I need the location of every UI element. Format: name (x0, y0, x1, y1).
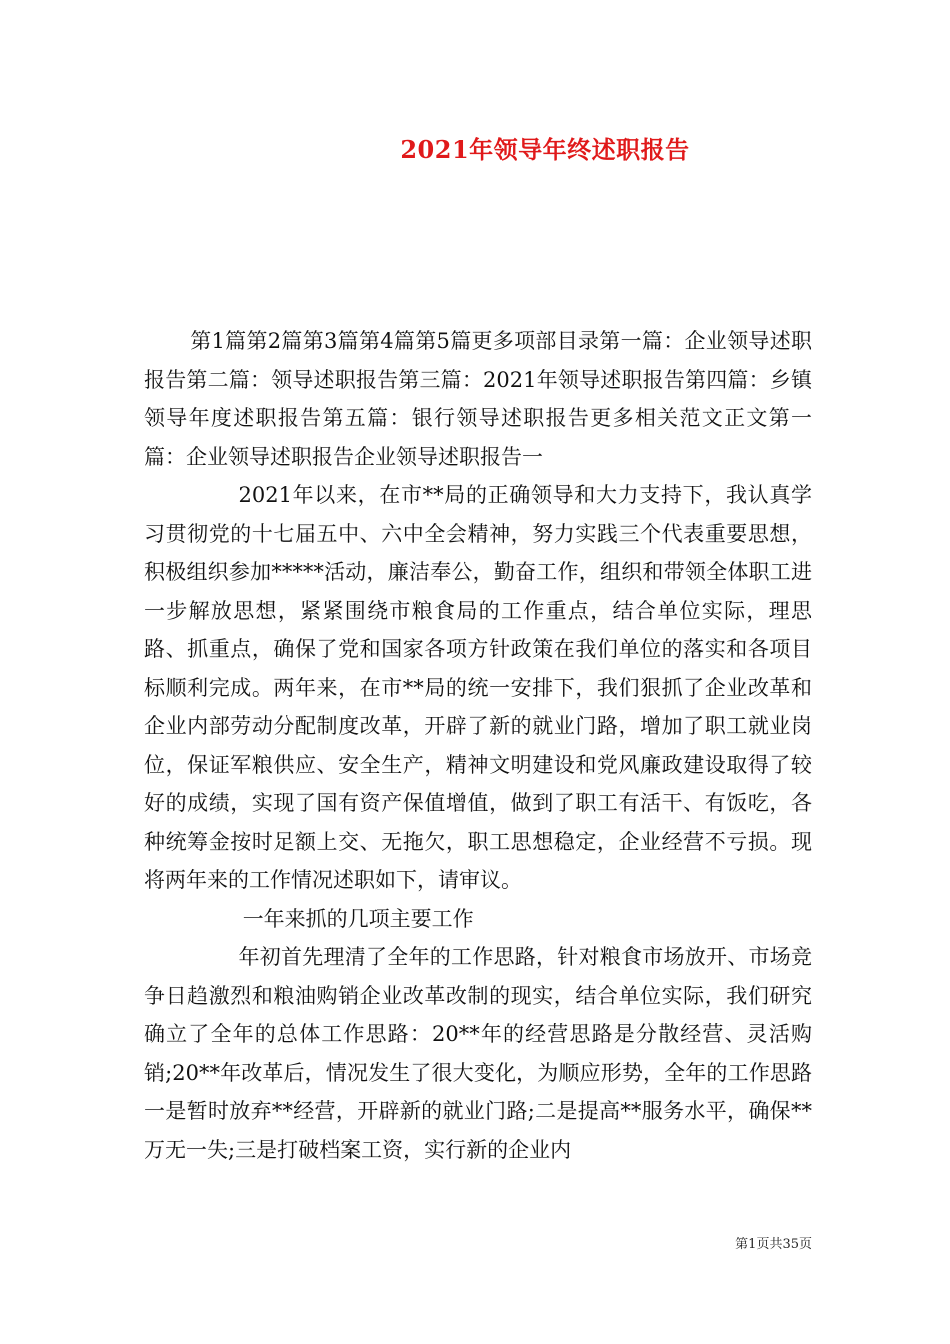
body-paragraph-2: 年初首先理清了全年的工作思路，针对粮食市场放开、市场竞争日趋激烈和粮油购销企业改革改制的现实，结合单位实际，我们研究确立了全年的总体工作思路：20**年的经营思路是分散经营、灵活购销;20**年改革后，情况发生了很大变化，为顺应形势，全年的工作思路一是暂时放弃**经营，开辟新的就业门路;二是提高**服务水平，确保**万无一失;三是打破档案工资，实行新的企业内 (144, 945, 812, 1162)
section-heading: 一年来抓的几项主要工作 (242, 906, 474, 931)
body-paragraph-1: 2021年以来，在市**局的正确领导和大力支持下，我认真学习贯彻党的十七届五中、六中全会精神，努力实践三个代表重要思想，积极组织参加*****活动，廉洁奉公，勤奋工作，组织和带领全体职工进一步解放思想，紧紧围绕市粮食局的工作重点，结合单位实际，理思路、抓重点，确保了党和国家各项方针政策在我们单位的落实和各项目标顺利完成。两年来，在市**局的统一安排下，我们狠抓了企业改革和企业内部劳动分配制度改革，开辟了新的就业门路，增加了职工就业岗位，保证军粮供应、安全生产，精神文明建设和党风廉政建设取得了较好的成绩，实现了国有资产保值增值，做到了职工有活干、有饭吃，各种统筹金按时足额上交、无拖欠，职工思想稳定，企业经营不亏损。现将两年来的工作情况述职如下，请审议。 (144, 483, 812, 892)
toc-paragraph: 第1篇第2篇第3篇第4篇第5篇更多项部目录第一篇：企业领导述职报告第二篇：领导述职报告第三篇：2021年领导述职报告第四篇：乡镇领导年度述职报告第五篇：银行领导述职报告更多相关范文正文第一篇：企业领导述职报告企业领导述职报告一 (144, 329, 812, 469)
document-body (144, 322, 812, 1169)
document-title: 2021年领导年终述职报告 (400, 135, 690, 164)
page-number-footer: 第1页共35页 (735, 1237, 812, 1252)
